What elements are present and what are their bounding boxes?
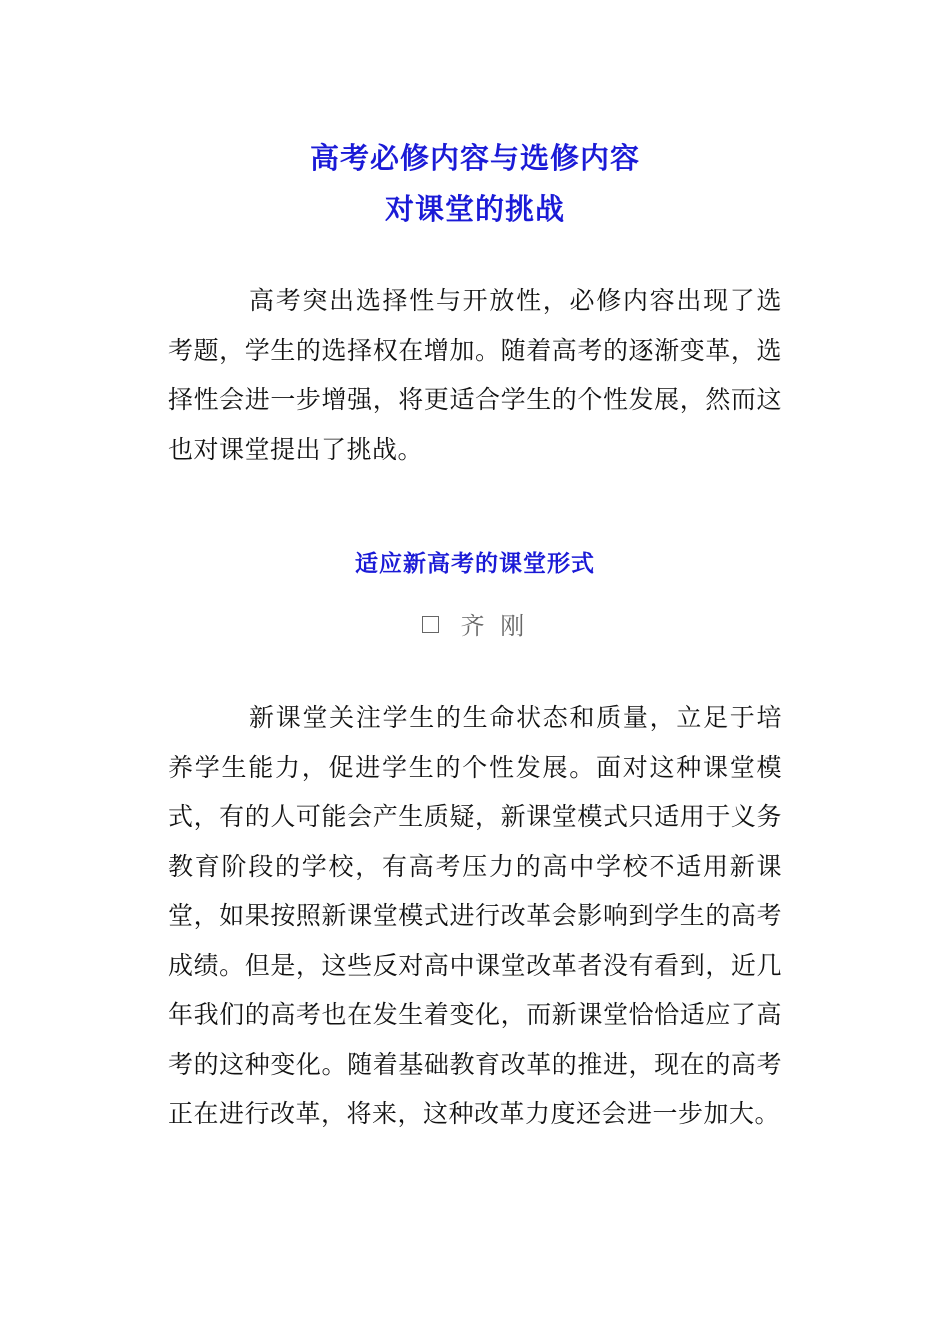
section-body-paragraph: 新课堂关注学生的生命状态和质量，立足于培养学生能力，促进学生的个性发展。面对这种课堂模式，有的人可能会产生质疑，新课堂模式只适用于义务教育阶段的学校，有高考压力的高中学校不适用新课堂，如果按照新课堂模式进行改革会影响到学生的高考成绩。但是，这些反对高中课堂改革者没有看到，近几年我们的高考也在发生着变化，而新课堂恰恰适应了高考的这种变化。随着基础教育改革的推进，现在的高考正在进行改革，将来，这种改革力度还会进一步加大。: [168, 703, 782, 1128]
section-title: 适应新高考的课堂形式: [355, 550, 595, 577]
author-byline: [0, 606, 950, 646]
square-bullet-icon: [422, 616, 439, 633]
article-title-line-2: 对课堂的挑战: [384, 192, 565, 226]
article-title-line-1: 高考必修内容与选修内容: [309, 141, 640, 175]
intro-paragraph: 高考突出选择性与开放性，必修内容出现了选考题，学生的选择权在增加。随着高考的逐渐变革，选择性会进一步增强，将更适合学生的个性发展，然而这也对课堂提出了挑战。: [168, 286, 782, 464]
author-name: 齐 刚: [460, 612, 529, 640]
